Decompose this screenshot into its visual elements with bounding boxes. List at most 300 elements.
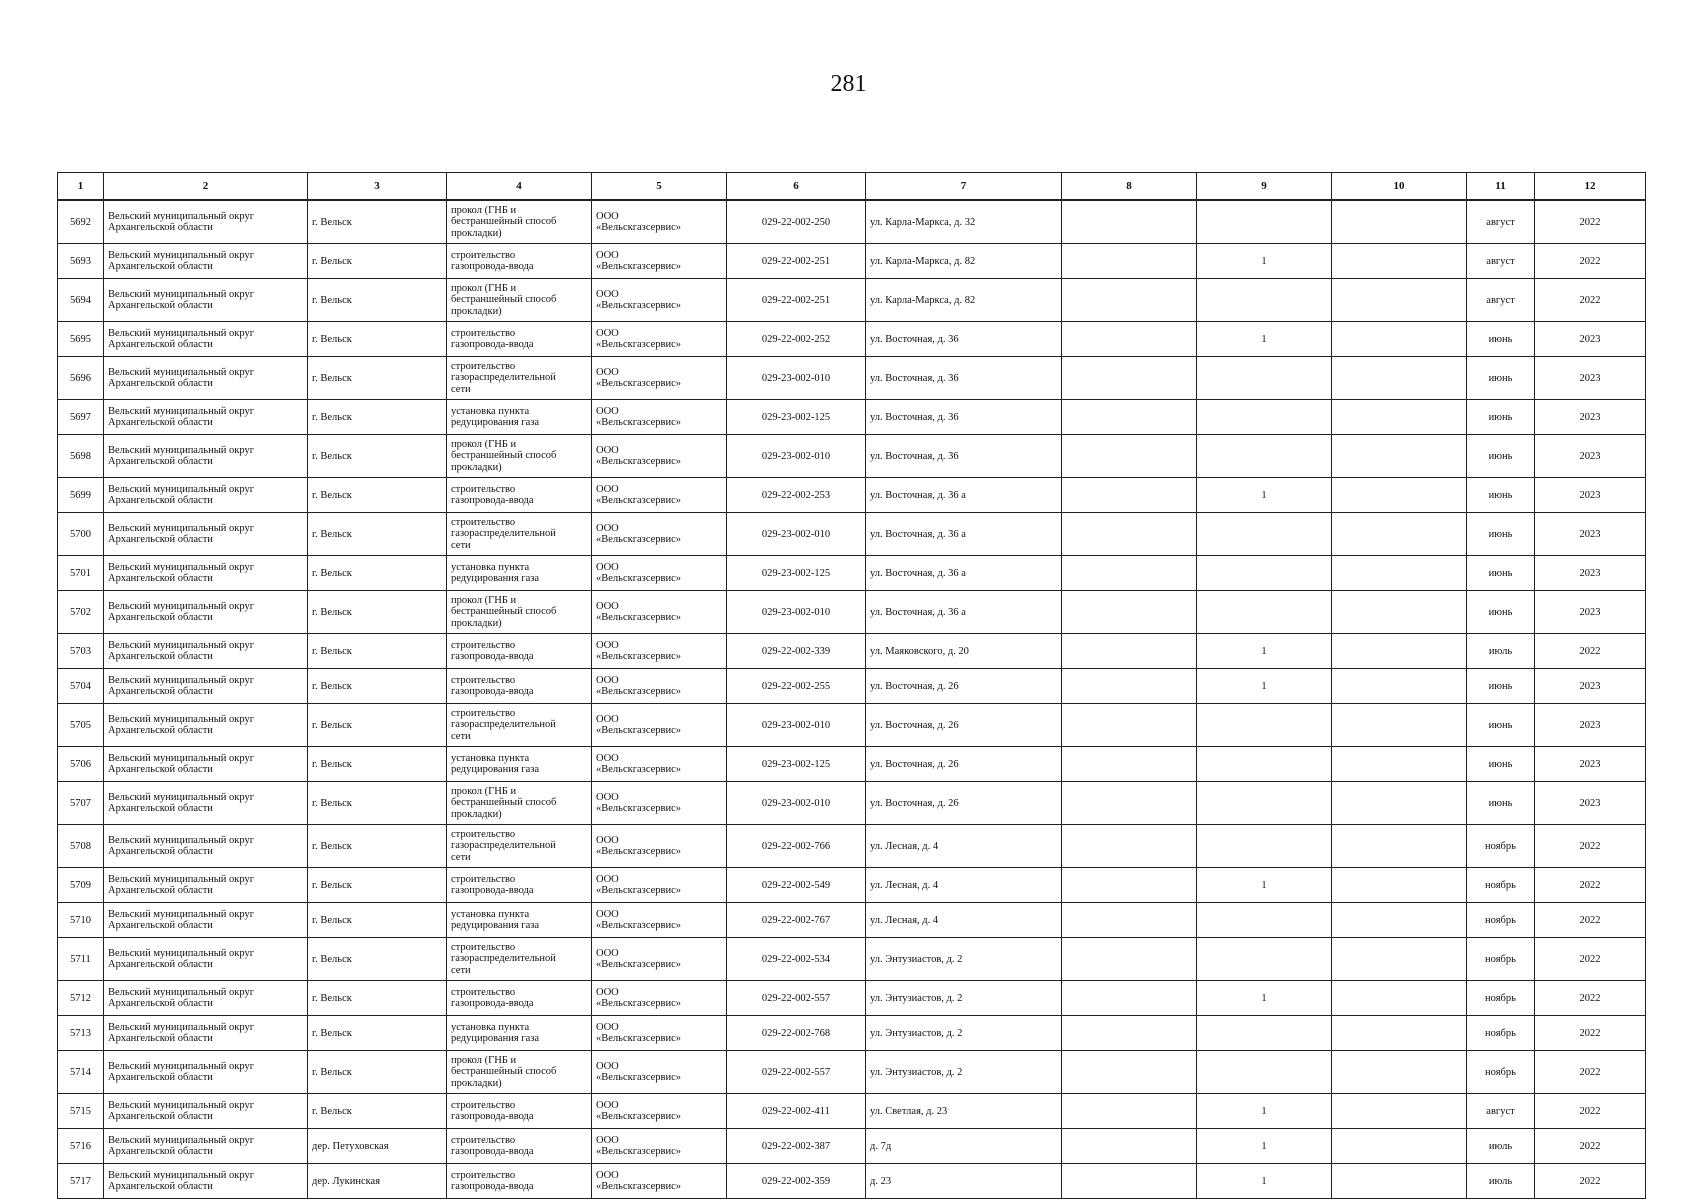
table-row — [58, 513, 1646, 556]
settlement-cell: г. Вельск — [308, 1016, 447, 1051]
code-cell: 029-22-002-534 — [727, 938, 866, 981]
organization-cell: ООО «Вельскгазсервис» — [592, 1129, 727, 1164]
col9-cell — [1197, 435, 1332, 478]
district-cell: Вельский муниципальный округ Архангельской области — [104, 357, 308, 400]
table-row — [58, 903, 1646, 938]
work-type-cell: строительство газопровода-ввода — [447, 244, 592, 279]
address-cell: ул. Энтузиастов, д. 2 — [866, 1016, 1062, 1051]
month-cell: июнь — [1467, 478, 1535, 513]
year-cell: 2023 — [1535, 435, 1646, 478]
col8-cell — [1062, 1051, 1197, 1094]
col9-cell — [1197, 747, 1332, 782]
address-cell: ул. Лесная, д. 4 — [866, 868, 1062, 903]
year-cell: 2023 — [1535, 478, 1646, 513]
work-type-cell: прокол (ГНБ и бестраншейный способ прокладки) — [447, 591, 592, 634]
month-cell: июль — [1467, 1164, 1535, 1199]
work-type-cell: прокол (ГНБ и бестраншейный способ прокладки) — [447, 1051, 592, 1094]
col8-cell — [1062, 1129, 1197, 1164]
table-row — [58, 244, 1646, 279]
col9-cell: 1 — [1197, 634, 1332, 669]
table-body — [58, 200, 1646, 1199]
row-number: 5693 — [58, 244, 104, 279]
settlement-cell: г. Вельск — [308, 556, 447, 591]
organization-cell: ООО «Вельскгазсервис» — [592, 981, 727, 1016]
work-type-cell: строительство газораспределительной сети — [447, 513, 592, 556]
settlement-cell: г. Вельск — [308, 868, 447, 903]
year-cell: 2022 — [1535, 1051, 1646, 1094]
col9-cell — [1197, 400, 1332, 435]
row-number: 5698 — [58, 435, 104, 478]
organization-cell: ООО «Вельскгазсервис» — [592, 903, 727, 938]
year-cell: 2023 — [1535, 357, 1646, 400]
settlement-cell: г. Вельск — [308, 435, 447, 478]
col8-cell — [1062, 782, 1197, 825]
district-cell: Вельский муниципальный округ Архангельской области — [104, 1094, 308, 1129]
col10-cell — [1332, 400, 1467, 435]
organization-cell: ООО «Вельскгазсервис» — [592, 938, 727, 981]
district-cell: Вельский муниципальный округ Архангельской области — [104, 704, 308, 747]
district-cell: Вельский муниципальный округ Архангельской области — [104, 868, 308, 903]
address-cell: д. 23 — [866, 1164, 1062, 1199]
year-cell: 2022 — [1535, 1164, 1646, 1199]
address-cell: ул. Восточная, д. 36 а — [866, 556, 1062, 591]
address-cell: ул. Восточная, д. 26 — [866, 782, 1062, 825]
row-number: 5713 — [58, 1016, 104, 1051]
settlement-cell: г. Вельск — [308, 634, 447, 669]
address-cell: ул. Восточная, д. 26 — [866, 669, 1062, 704]
table-row — [58, 591, 1646, 634]
month-cell: июнь — [1467, 704, 1535, 747]
organization-cell: ООО «Вельскгазсервис» — [592, 513, 727, 556]
month-cell: июнь — [1467, 782, 1535, 825]
settlement-cell: г. Вельск — [308, 591, 447, 634]
month-cell: август — [1467, 200, 1535, 244]
row-number: 5716 — [58, 1129, 104, 1164]
table-row — [58, 556, 1646, 591]
col9-cell: 1 — [1197, 244, 1332, 279]
column-header-6: 6 — [727, 173, 866, 201]
address-cell: ул. Восточная, д. 36 а — [866, 591, 1062, 634]
work-type-cell: строительство газораспределительной сети — [447, 704, 592, 747]
code-cell: 029-23-002-125 — [727, 747, 866, 782]
col9-cell — [1197, 279, 1332, 322]
row-number: 5705 — [58, 704, 104, 747]
row-number: 5715 — [58, 1094, 104, 1129]
col9-cell — [1197, 825, 1332, 868]
table-row — [58, 400, 1646, 435]
col9-cell: 1 — [1197, 1094, 1332, 1129]
address-cell: ул. Энтузиастов, д. 2 — [866, 938, 1062, 981]
month-cell: ноябрь — [1467, 981, 1535, 1016]
col8-cell — [1062, 634, 1197, 669]
code-cell: 029-22-002-411 — [727, 1094, 866, 1129]
col9-cell: 1 — [1197, 1129, 1332, 1164]
row-number: 5706 — [58, 747, 104, 782]
column-header-4: 4 — [447, 173, 592, 201]
col9-cell — [1197, 200, 1332, 244]
row-number: 5700 — [58, 513, 104, 556]
year-cell: 2023 — [1535, 704, 1646, 747]
address-cell: ул. Восточная, д. 36 а — [866, 513, 1062, 556]
month-cell: июль — [1467, 1129, 1535, 1164]
district-cell: Вельский муниципальный округ Архангельской области — [104, 244, 308, 279]
code-cell: 029-22-002-549 — [727, 868, 866, 903]
month-cell: июнь — [1467, 669, 1535, 704]
address-cell: ул. Восточная, д. 36 — [866, 357, 1062, 400]
col10-cell — [1332, 435, 1467, 478]
code-cell: 029-22-002-557 — [727, 981, 866, 1016]
col8-cell — [1062, 868, 1197, 903]
organization-cell: ООО «Вельскгазсервис» — [592, 244, 727, 279]
col10-cell — [1332, 1051, 1467, 1094]
settlement-cell: г. Вельск — [308, 279, 447, 322]
col10-cell — [1332, 513, 1467, 556]
district-cell: Вельский муниципальный округ Архангельской области — [104, 1051, 308, 1094]
col10-cell — [1332, 1094, 1467, 1129]
table-row — [58, 322, 1646, 357]
col8-cell — [1062, 478, 1197, 513]
year-cell: 2022 — [1535, 981, 1646, 1016]
year-cell: 2022 — [1535, 244, 1646, 279]
col8-cell — [1062, 357, 1197, 400]
col9-cell: 1 — [1197, 1164, 1332, 1199]
address-cell: ул. Лесная, д. 4 — [866, 825, 1062, 868]
settlement-cell: г. Вельск — [308, 1051, 447, 1094]
organization-cell: ООО «Вельскгазсервис» — [592, 556, 727, 591]
col9-cell: 1 — [1197, 669, 1332, 704]
settlement-cell: г. Вельск — [308, 400, 447, 435]
code-cell: 029-22-002-255 — [727, 669, 866, 704]
table-row — [58, 981, 1646, 1016]
row-number: 5696 — [58, 357, 104, 400]
col10-cell — [1332, 669, 1467, 704]
code-cell: 029-22-002-766 — [727, 825, 866, 868]
organization-cell: ООО «Вельскгазсервис» — [592, 357, 727, 400]
settlement-cell: г. Вельск — [308, 981, 447, 1016]
col10-cell — [1332, 1016, 1467, 1051]
address-cell: ул. Восточная, д. 26 — [866, 704, 1062, 747]
month-cell: август — [1467, 1094, 1535, 1129]
month-cell: ноябрь — [1467, 1016, 1535, 1051]
col10-cell — [1332, 704, 1467, 747]
settlement-cell: г. Вельск — [308, 357, 447, 400]
table-row — [58, 1016, 1646, 1051]
code-cell: 029-23-002-010 — [727, 704, 866, 747]
code-cell: 029-22-002-251 — [727, 244, 866, 279]
district-cell: Вельский муниципальный округ Архангельской области — [104, 669, 308, 704]
district-cell: Вельский муниципальный округ Архангельской области — [104, 591, 308, 634]
col10-cell — [1332, 478, 1467, 513]
work-type-cell: строительство газопровода-ввода — [447, 634, 592, 669]
organization-cell: ООО «Вельскгазсервис» — [592, 634, 727, 669]
code-cell: 029-22-002-387 — [727, 1129, 866, 1164]
row-number: 5707 — [58, 782, 104, 825]
address-cell: ул. Восточная, д. 26 — [866, 747, 1062, 782]
month-cell: июнь — [1467, 513, 1535, 556]
address-cell: ул. Карла-Маркса, д. 82 — [866, 279, 1062, 322]
col10-cell — [1332, 279, 1467, 322]
table-row — [58, 1164, 1646, 1199]
code-cell: 029-23-002-125 — [727, 400, 866, 435]
settlement-cell: г. Вельск — [308, 200, 447, 244]
settlement-cell: дер. Лукинская — [308, 1164, 447, 1199]
row-number: 5711 — [58, 938, 104, 981]
table-row — [58, 938, 1646, 981]
row-number: 5714 — [58, 1051, 104, 1094]
col8-cell — [1062, 435, 1197, 478]
page-number: 281 — [830, 71, 867, 97]
col10-cell — [1332, 556, 1467, 591]
district-cell: Вельский муниципальный округ Архангельской области — [104, 1129, 308, 1164]
col10-cell — [1332, 1129, 1467, 1164]
work-type-cell: установка пункта редуцирования газа — [447, 400, 592, 435]
district-cell: Вельский муниципальный округ Архангельской области — [104, 981, 308, 1016]
col9-cell — [1197, 1016, 1332, 1051]
code-cell: 029-22-002-339 — [727, 634, 866, 669]
address-cell: ул. Энтузиастов, д. 2 — [866, 1051, 1062, 1094]
month-cell: ноябрь — [1467, 1051, 1535, 1094]
district-cell: Вельский муниципальный округ Архангельской области — [104, 825, 308, 868]
year-cell: 2023 — [1535, 747, 1646, 782]
month-cell: июнь — [1467, 400, 1535, 435]
col8-cell — [1062, 981, 1197, 1016]
organization-cell: ООО «Вельскгазсервис» — [592, 1016, 727, 1051]
organization-cell: ООО «Вельскгазсервис» — [592, 435, 727, 478]
table-row — [58, 825, 1646, 868]
code-cell: 029-22-002-253 — [727, 478, 866, 513]
work-type-cell: прокол (ГНБ и бестраншейный способ прокладки) — [447, 279, 592, 322]
organization-cell: ООО «Вельскгазсервис» — [592, 322, 727, 357]
district-cell: Вельский муниципальный округ Архангельской области — [104, 938, 308, 981]
col8-cell — [1062, 513, 1197, 556]
col10-cell — [1332, 747, 1467, 782]
district-cell: Вельский муниципальный округ Архангельской области — [104, 782, 308, 825]
address-cell: ул. Восточная, д. 36 — [866, 400, 1062, 435]
table-row — [58, 868, 1646, 903]
work-type-cell: установка пункта редуцирования газа — [447, 1016, 592, 1051]
row-number: 5697 — [58, 400, 104, 435]
year-cell: 2022 — [1535, 200, 1646, 244]
settlement-cell: г. Вельск — [308, 782, 447, 825]
column-header-9: 9 — [1197, 173, 1332, 201]
table-row — [58, 200, 1646, 244]
table-row — [58, 1129, 1646, 1164]
month-cell: ноябрь — [1467, 938, 1535, 981]
table-row — [58, 634, 1646, 669]
col8-cell — [1062, 669, 1197, 704]
year-cell: 2022 — [1535, 938, 1646, 981]
organization-cell: ООО «Вельскгазсервис» — [592, 1094, 727, 1129]
address-cell: ул. Энтузиастов, д. 2 — [866, 981, 1062, 1016]
col10-cell — [1332, 591, 1467, 634]
col8-cell — [1062, 1164, 1197, 1199]
code-cell: 029-22-002-768 — [727, 1016, 866, 1051]
code-cell: 029-22-002-252 — [727, 322, 866, 357]
column-header-1: 1 — [58, 173, 104, 201]
month-cell: июль — [1467, 634, 1535, 669]
settlement-cell: г. Вельск — [308, 747, 447, 782]
col9-cell — [1197, 556, 1332, 591]
col8-cell — [1062, 556, 1197, 591]
column-header-3: 3 — [308, 173, 447, 201]
table-row — [58, 782, 1646, 825]
col10-cell — [1332, 634, 1467, 669]
row-number: 5703 — [58, 634, 104, 669]
year-cell: 2022 — [1535, 1016, 1646, 1051]
district-cell: Вельский муниципальный округ Архангельской области — [104, 634, 308, 669]
month-cell: ноябрь — [1467, 825, 1535, 868]
table-row — [58, 704, 1646, 747]
row-number: 5692 — [58, 200, 104, 244]
table-row — [58, 747, 1646, 782]
work-type-cell: прокол (ГНБ и бестраншейный способ прокладки) — [447, 782, 592, 825]
code-cell: 029-22-002-767 — [727, 903, 866, 938]
address-cell: ул. Восточная, д. 36 а — [866, 478, 1062, 513]
year-cell: 2023 — [1535, 782, 1646, 825]
col10-cell — [1332, 782, 1467, 825]
district-cell: Вельский муниципальный округ Архангельской области — [104, 322, 308, 357]
address-cell: ул. Восточная, д. 36 — [866, 322, 1062, 357]
organization-cell: ООО «Вельскгазсервис» — [592, 782, 727, 825]
year-cell: 2023 — [1535, 400, 1646, 435]
col8-cell — [1062, 1016, 1197, 1051]
year-cell: 2022 — [1535, 903, 1646, 938]
settlement-cell: г. Вельск — [308, 244, 447, 279]
year-cell: 2022 — [1535, 1094, 1646, 1129]
month-cell: июнь — [1467, 322, 1535, 357]
col8-cell — [1062, 747, 1197, 782]
year-cell: 2023 — [1535, 513, 1646, 556]
month-cell: ноябрь — [1467, 868, 1535, 903]
row-number: 5708 — [58, 825, 104, 868]
organization-cell: ООО «Вельскгазсервис» — [592, 1051, 727, 1094]
year-cell: 2022 — [1535, 634, 1646, 669]
col8-cell — [1062, 279, 1197, 322]
work-type-cell: установка пункта редуцирования газа — [447, 903, 592, 938]
code-cell: 029-23-002-010 — [727, 357, 866, 400]
col9-cell: 1 — [1197, 322, 1332, 357]
work-type-cell: строительство газопровода-ввода — [447, 868, 592, 903]
year-cell: 2023 — [1535, 322, 1646, 357]
code-cell: 029-22-002-251 — [727, 279, 866, 322]
col8-cell — [1062, 1094, 1197, 1129]
address-cell: ул. Карла-Маркса, д. 82 — [866, 244, 1062, 279]
col9-cell — [1197, 704, 1332, 747]
settlement-cell: г. Вельск — [308, 825, 447, 868]
row-number: 5710 — [58, 903, 104, 938]
month-cell: июнь — [1467, 357, 1535, 400]
col10-cell — [1332, 825, 1467, 868]
district-cell: Вельский муниципальный округ Архангельской области — [104, 903, 308, 938]
address-cell: ул. Маяковского, д. 20 — [866, 634, 1062, 669]
code-cell: 029-22-002-250 — [727, 200, 866, 244]
address-cell: ул. Лесная, д. 4 — [866, 903, 1062, 938]
code-cell: 029-22-002-359 — [727, 1164, 866, 1199]
code-cell: 029-23-002-010 — [727, 435, 866, 478]
month-cell: ноябрь — [1467, 903, 1535, 938]
col8-cell — [1062, 825, 1197, 868]
col10-cell — [1332, 938, 1467, 981]
col10-cell — [1332, 357, 1467, 400]
work-type-cell: строительство газопровода-ввода — [447, 1094, 592, 1129]
settlement-cell: дер. Петуховская — [308, 1129, 447, 1164]
code-cell: 029-23-002-010 — [727, 591, 866, 634]
address-cell: д. 7д — [866, 1129, 1062, 1164]
year-cell: 2022 — [1535, 825, 1646, 868]
month-cell: август — [1467, 244, 1535, 279]
organization-cell: ООО «Вельскгазсервис» — [592, 279, 727, 322]
year-cell: 2023 — [1535, 591, 1646, 634]
col9-cell — [1197, 591, 1332, 634]
row-number: 5701 — [58, 556, 104, 591]
row-number: 5717 — [58, 1164, 104, 1199]
work-type-cell: строительство газораспределительной сети — [447, 938, 592, 981]
work-type-cell: прокол (ГНБ и бестраншейный способ прокладки) — [447, 200, 592, 244]
work-type-cell: строительство газопровода-ввода — [447, 669, 592, 704]
header-row — [58, 173, 1646, 201]
settlement-cell: г. Вельск — [308, 1094, 447, 1129]
organization-cell: ООО «Вельскгазсервис» — [592, 669, 727, 704]
settlement-cell: г. Вельск — [308, 704, 447, 747]
work-type-cell: прокол (ГНБ и бестраншейный способ прокладки) — [447, 435, 592, 478]
col8-cell — [1062, 400, 1197, 435]
district-cell: Вельский муниципальный округ Архангельской области — [104, 556, 308, 591]
organization-cell: ООО «Вельскгазсервис» — [592, 591, 727, 634]
organization-cell: ООО «Вельскгазсервис» — [592, 825, 727, 868]
organization-cell: ООО «Вельскгазсервис» — [592, 868, 727, 903]
row-number: 5695 — [58, 322, 104, 357]
year-cell: 2023 — [1535, 669, 1646, 704]
col8-cell — [1062, 938, 1197, 981]
column-header-10: 10 — [1332, 173, 1467, 201]
table-row — [58, 1094, 1646, 1129]
organization-cell: ООО «Вельскгазсервис» — [592, 1164, 727, 1199]
settlement-cell: г. Вельск — [308, 513, 447, 556]
district-cell: Вельский муниципальный округ Архангельской области — [104, 200, 308, 244]
col9-cell — [1197, 357, 1332, 400]
settlement-cell: г. Вельск — [308, 903, 447, 938]
col8-cell — [1062, 591, 1197, 634]
address-cell: ул. Светлая, д. 23 — [866, 1094, 1062, 1129]
district-cell: Вельский муниципальный округ Архангельской области — [104, 478, 308, 513]
settlement-cell: г. Вельск — [308, 938, 447, 981]
col8-cell — [1062, 200, 1197, 244]
settlement-cell: г. Вельск — [308, 669, 447, 704]
code-cell: 029-23-002-125 — [727, 556, 866, 591]
column-header-12: 12 — [1535, 173, 1646, 201]
row-number: 5702 — [58, 591, 104, 634]
col10-cell — [1332, 322, 1467, 357]
code-cell: 029-23-002-010 — [727, 782, 866, 825]
work-type-cell: строительство газопровода-ввода — [447, 1129, 592, 1164]
month-cell: июнь — [1467, 747, 1535, 782]
month-cell: июнь — [1467, 556, 1535, 591]
row-number: 5704 — [58, 669, 104, 704]
work-type-cell: строительство газопровода-ввода — [447, 1164, 592, 1199]
district-cell: Вельский муниципальный округ Архангельской области — [104, 1016, 308, 1051]
year-cell: 2022 — [1535, 868, 1646, 903]
work-type-cell: строительство газораспределительной сети — [447, 825, 592, 868]
col8-cell — [1062, 704, 1197, 747]
organization-cell: ООО «Вельскгазсервис» — [592, 200, 727, 244]
organization-cell: ООО «Вельскгазсервис» — [592, 478, 727, 513]
col10-cell — [1332, 903, 1467, 938]
table-row — [58, 357, 1646, 400]
col9-cell — [1197, 938, 1332, 981]
col10-cell — [1332, 868, 1467, 903]
month-cell: июнь — [1467, 435, 1535, 478]
year-cell: 2022 — [1535, 279, 1646, 322]
